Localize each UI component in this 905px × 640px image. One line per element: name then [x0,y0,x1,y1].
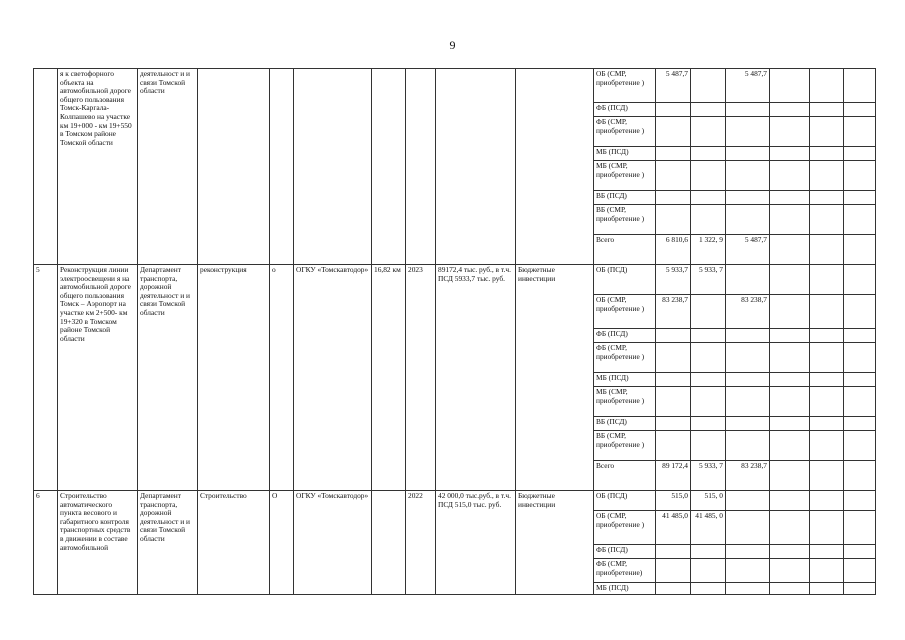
value-v3 [726,103,770,117]
value-v2: 515, 0 [691,491,726,511]
funding-source: ФБ (ПСД) [594,545,656,559]
value-v1 [656,329,691,343]
funding-source: МБ (СМР, приобретение ) [594,387,656,417]
funding-source: ВБ (СМР, приобретение ) [594,431,656,461]
value-v2 [691,373,726,387]
mark [270,69,294,265]
value-v2 [691,559,726,583]
value-v2 [691,545,726,559]
empty-cell [810,343,844,373]
department: деятельност и и связи Томской области [138,69,198,265]
empty-cell [844,265,876,295]
funding-source: ФБ (СМР, приобретение) [594,559,656,583]
value-v3 [726,583,770,595]
customer [294,69,372,265]
work-type [198,69,270,265]
empty-cell [770,511,810,545]
value-v1 [656,103,691,117]
empty-cell [810,205,844,235]
funding-source: ВБ (СМР, приобретение ) [594,205,656,235]
funding-source: ФБ (ПСД) [594,103,656,117]
empty-cell [770,343,810,373]
value-v1 [656,417,691,431]
empty-cell [770,103,810,117]
value-v1 [656,191,691,205]
value-v2 [691,103,726,117]
empty-cell [770,417,810,431]
empty-cell [844,431,876,461]
capacity: 16,82 км [372,265,406,491]
table-row [34,265,876,295]
empty-cell [844,147,876,161]
value-v2 [691,161,726,191]
empty-cell [844,295,876,329]
department: Департамент транспорта, дорожной деятельност и и связи Томской области [138,491,198,595]
year: 2023 [406,265,436,491]
value-v2 [691,295,726,329]
value-v3 [726,205,770,235]
value-v2 [691,147,726,161]
empty-cell [770,235,810,265]
customer: ОГКУ «Томскавтодор» [294,265,372,491]
capacity [372,491,406,595]
value-v2: 5 933, 7 [691,461,726,491]
value-v3 [726,491,770,511]
empty-cell [844,191,876,205]
value-v1 [656,117,691,147]
value-v3 [726,431,770,461]
value-v1: 515,0 [656,491,691,511]
value-v2 [691,329,726,343]
value-v1: 41 485,0 [656,511,691,545]
value-v3 [726,343,770,373]
funding-source: МБ (ПСД) [594,373,656,387]
cost: 89172,4 тыс. руб., в т.ч. ПСД 5933,7 тыс. руб. [436,265,516,491]
row-number: 5 [34,265,58,491]
value-v1 [656,147,691,161]
empty-cell [810,417,844,431]
empty-cell [810,545,844,559]
funding-type [516,69,594,265]
page-number: 9 [449,38,456,52]
empty-cell [844,387,876,417]
empty-cell [844,511,876,545]
value-v3 [726,545,770,559]
value-v1: 83 238,7 [656,295,691,329]
funding-source: Всего [594,461,656,491]
value-v3 [726,147,770,161]
empty-cell [770,205,810,235]
empty-cell [770,295,810,329]
funding-source: ОБ (СМР, приобретение ) [594,511,656,545]
value-v2 [691,117,726,147]
value-v1 [656,373,691,387]
table-row [34,69,876,103]
funding-source: ОБ (СМР, приобретение ) [594,295,656,329]
value-v1 [656,545,691,559]
empty-cell [810,161,844,191]
value-v2 [691,343,726,373]
empty-cell [810,147,844,161]
empty-cell [770,431,810,461]
empty-cell [810,373,844,387]
value-v2 [691,431,726,461]
value-v2 [691,205,726,235]
empty-cell [844,461,876,491]
object-description: я к светофорного объекта на автомобильной дороге общего пользования Томск-Каргала-Колпашево на участке км 19+000 - км 19+550 в Томском районе Томской области [58,69,138,265]
table-row [34,491,876,511]
empty-cell [810,235,844,265]
value-v3 [726,559,770,583]
empty-cell [844,343,876,373]
year: 2022 [406,491,436,595]
value-v3 [726,387,770,417]
funding-source: Всего [594,235,656,265]
department: Департамент транспорта, дорожной деятельност и и связи Томской области [138,265,198,491]
empty-cell [810,295,844,329]
empty-cell [844,117,876,147]
empty-cell [810,583,844,595]
empty-cell [844,583,876,595]
customer: ОГКУ «Томскавтодор» [294,491,372,595]
value-v3 [726,417,770,431]
empty-cell [810,103,844,117]
empty-cell [770,559,810,583]
empty-cell [844,329,876,343]
object-description: Строительство автоматического пункта весового и габаритного контроля транспортных средств в движении в составе автомобильной [58,491,138,595]
value-v2: 5 933, 7 [691,265,726,295]
cost: 42 000,0 тыс.руб., в т.ч. ПСД 515,0 тыс. руб. [436,491,516,595]
value-v3 [726,117,770,147]
empty-cell [810,559,844,583]
value-v2 [691,69,726,103]
funding-source: ОБ (ПСД) [594,265,656,295]
empty-cell [844,103,876,117]
value-v1 [656,431,691,461]
mark: О [270,491,294,595]
funding-type: Бюджетные инвестиции [516,265,594,491]
empty-cell [810,461,844,491]
empty-cell [844,417,876,431]
funding-source: ВБ (ПСД) [594,417,656,431]
empty-cell [844,491,876,511]
funding-source: ОБ (ПСД) [594,491,656,511]
value-v1: 6 810,6 [656,235,691,265]
value-v1 [656,387,691,417]
funding-source: ФБ (СМР, приобретение ) [594,117,656,147]
value-v1 [656,205,691,235]
value-v1 [656,161,691,191]
empty-cell [810,117,844,147]
empty-cell [844,373,876,387]
value-v3: 83 238,7 [726,461,770,491]
empty-cell [810,431,844,461]
empty-cell [810,491,844,511]
value-v1: 5 933,7 [656,265,691,295]
value-v1: 89 172,4 [656,461,691,491]
empty-cell [810,191,844,205]
value-v3 [726,329,770,343]
empty-cell [844,161,876,191]
funding-source: ВБ (ПСД) [594,191,656,205]
empty-cell [810,511,844,545]
value-v2 [691,191,726,205]
mark: о [270,265,294,491]
funding-source: ФБ (ПСД) [594,329,656,343]
empty-cell [770,461,810,491]
work-type: реконструкция [198,265,270,491]
empty-cell [770,387,810,417]
empty-cell [844,69,876,103]
empty-cell [770,329,810,343]
value-v2 [691,387,726,417]
value-v2 [691,417,726,431]
empty-cell [770,191,810,205]
value-v2 [691,583,726,595]
value-v3 [726,265,770,295]
value-v2: 1 322, 9 [691,235,726,265]
empty-cell [770,373,810,387]
empty-cell [810,329,844,343]
empty-cell [844,235,876,265]
empty-cell [810,265,844,295]
value-v3 [726,191,770,205]
value-v3: 83 238,7 [726,295,770,329]
row-number: 6 [34,491,58,595]
work-type: Строительство [198,491,270,595]
empty-cell [810,387,844,417]
empty-cell [770,161,810,191]
value-v3 [726,511,770,545]
value-v3 [726,373,770,387]
value-v3: 5 487,7 [726,235,770,265]
funding-source: МБ (СМР, приобретение ) [594,161,656,191]
table-body [34,69,876,595]
value-v1: 5 487,7 [656,69,691,103]
value-v1 [656,583,691,595]
empty-cell [810,69,844,103]
empty-cell [770,147,810,161]
funding-source: МБ (ПСД) [594,147,656,161]
empty-cell [844,205,876,235]
row-number [34,69,58,265]
empty-cell [844,545,876,559]
empty-cell [770,583,810,595]
funding-source: ФБ (СМР, приобретение ) [594,343,656,373]
empty-cell [844,559,876,583]
empty-cell [770,117,810,147]
empty-cell [770,265,810,295]
value-v1 [656,343,691,373]
empty-cell [770,491,810,511]
year [406,69,436,265]
capacity [372,69,406,265]
investment-table [33,68,876,595]
funding-source: МБ (ПСД) [594,583,656,595]
value-v2: 41 485, 0 [691,511,726,545]
empty-cell [770,69,810,103]
cost [436,69,516,265]
value-v3: 5 487,7 [726,69,770,103]
empty-cell [770,545,810,559]
object-description: Реконструкция линии электроосвещени я на автомобильной дороге общего пользования Томск – Аэропорт на участке км 2+500- км 19+320 в Томском районе Томской области [58,265,138,491]
value-v1 [656,559,691,583]
value-v3 [726,161,770,191]
funding-type: Бюджетные инвестиции [516,491,594,595]
funding-source: ОБ (СМР, приобретение ) [594,69,656,103]
